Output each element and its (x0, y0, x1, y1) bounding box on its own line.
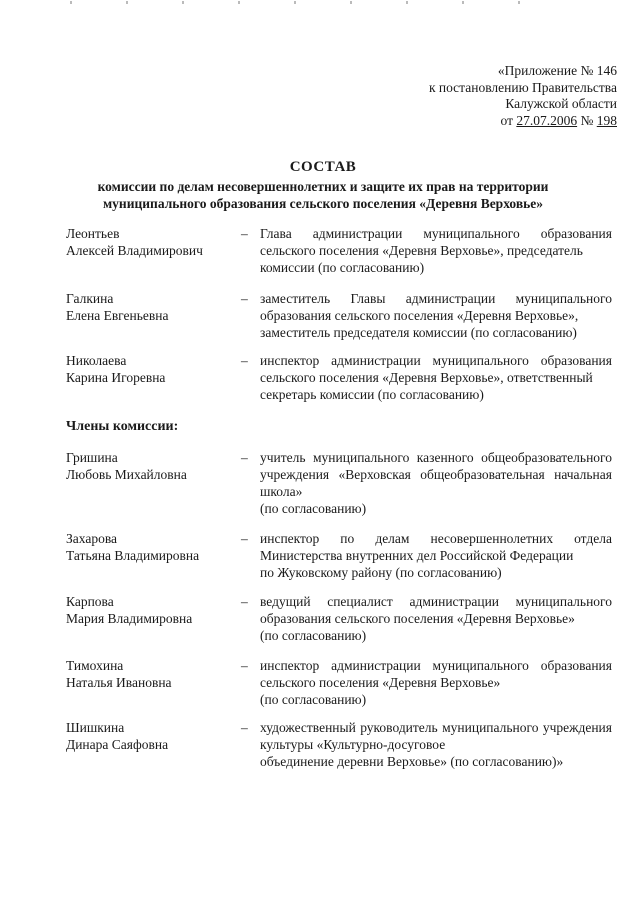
member-given-name: Динара Саяфовна (66, 737, 169, 752)
member-surname: Гришина (66, 450, 118, 465)
appendix-date-line (357, 113, 617, 130)
role-text: инспектор администрации муниципального образования сельского поселения «Деревня Верховье», ответственный (260, 353, 612, 385)
role-text: инспектор по делам несовершеннолетних отдела Министерства внутренних дел Российской Федерации (260, 531, 612, 563)
dash-separator: – (241, 450, 248, 465)
appendix-num-sign: № (577, 112, 597, 128)
member-surname: Николаева (66, 353, 127, 368)
role-text: заместитель Главы администрации муниципального образования сельского поселения «Деревня Верховье», (260, 291, 612, 323)
dash-separator: – (241, 594, 248, 609)
member-name (66, 593, 236, 627)
member-surname: Карпова (66, 594, 114, 609)
member-surname: Захарова (66, 531, 118, 546)
appendix-number: «Приложение № 146 (497, 63, 617, 78)
dash-separator: – (241, 720, 248, 735)
member-surname: Шишкина (66, 720, 125, 735)
member-surname: Тимохина (66, 658, 124, 673)
role-text-end: по Жуковскому району (по согласованию) (260, 565, 502, 580)
dash-separator: – (241, 658, 248, 673)
member-given-name: Карина Игоревна (66, 370, 166, 385)
document-title: СОСТАВ (289, 159, 357, 175)
member-given-name: Алексей Владимирович (66, 243, 203, 258)
member-given-name: Татьяна Владимировна (66, 548, 200, 563)
role-text-end: комиссии (по согласованию) (260, 260, 425, 275)
role-text: учитель муниципального казенного общеобразовательного учреждения «Верховская общеобразовательная начальная школа» (260, 450, 612, 499)
subtitle-line: муниципального образования сельского поселения «Деревня Верховье» (102, 195, 544, 211)
role-text-end: (по согласованию) (260, 692, 367, 707)
role-text: инспектор администрации муниципального образования сельского поселения «Деревня Верховье» (260, 658, 612, 690)
appendix-decree: к постановлению Правительства (428, 79, 617, 95)
member-role (260, 719, 612, 770)
member-given-name: Мария Владимировна (66, 611, 193, 626)
member-name (66, 352, 236, 386)
member-role (260, 352, 612, 403)
role-text-end: (по согласованию) (260, 628, 367, 643)
members-heading: Члены комиссии: (66, 419, 179, 434)
subtitle-line: комиссии по делам несовершеннолетних и защите их прав на территории (97, 179, 549, 194)
appendix-decree-number: 198 (596, 112, 617, 128)
member-role (260, 449, 612, 517)
member-role (260, 530, 612, 581)
document-subtitle (40, 179, 606, 212)
member-name (66, 657, 236, 691)
role-text: ведущий специалист администрации муниципального образования сельского поселения «Деревня Верховье» (260, 594, 612, 626)
role-text-end: секретарь комиссии (по согласованию) (260, 387, 484, 402)
member-name (66, 719, 236, 753)
dash-separator: – (241, 353, 248, 368)
dash-separator: – (241, 531, 248, 546)
dash-separator: – (241, 291, 248, 306)
member-name (66, 449, 236, 483)
member-role (260, 290, 612, 341)
document-header (40, 158, 606, 212)
scan-artifacts (70, 0, 540, 6)
member-role (260, 225, 612, 276)
appendix-region: Калужской области (505, 96, 617, 111)
member-surname: Леонтьев (66, 226, 120, 241)
appendix-from: от (500, 112, 517, 128)
role-text: Глава администрации муниципального образования сельского поселения «Деревня Верховье», председатель (260, 226, 612, 258)
member-name (66, 290, 236, 324)
appendix-date: 27.07.2006 (516, 112, 578, 128)
member-given-name: Любовь Михайловна (66, 467, 187, 482)
member-role (260, 593, 612, 644)
role-text: художественный руководитель муниципального учреждения культуры «Культурно-досуговое (260, 720, 612, 752)
dash-separator: – (241, 226, 248, 241)
role-text-end: заместитель председателя комиссии (по согласованию) (260, 325, 577, 340)
appendix-reference (357, 63, 617, 129)
member-name (66, 225, 236, 259)
member-name (66, 530, 236, 564)
member-role (260, 657, 612, 708)
member-given-name: Наталья Ивановна (66, 675, 172, 690)
member-given-name: Елена Евгеньевна (66, 308, 169, 323)
role-text-end: (по согласованию) (260, 501, 367, 516)
role-text-end: объединение деревни Верховье» (по согласованию)» (260, 754, 564, 769)
member-surname: Галкина (66, 291, 114, 306)
